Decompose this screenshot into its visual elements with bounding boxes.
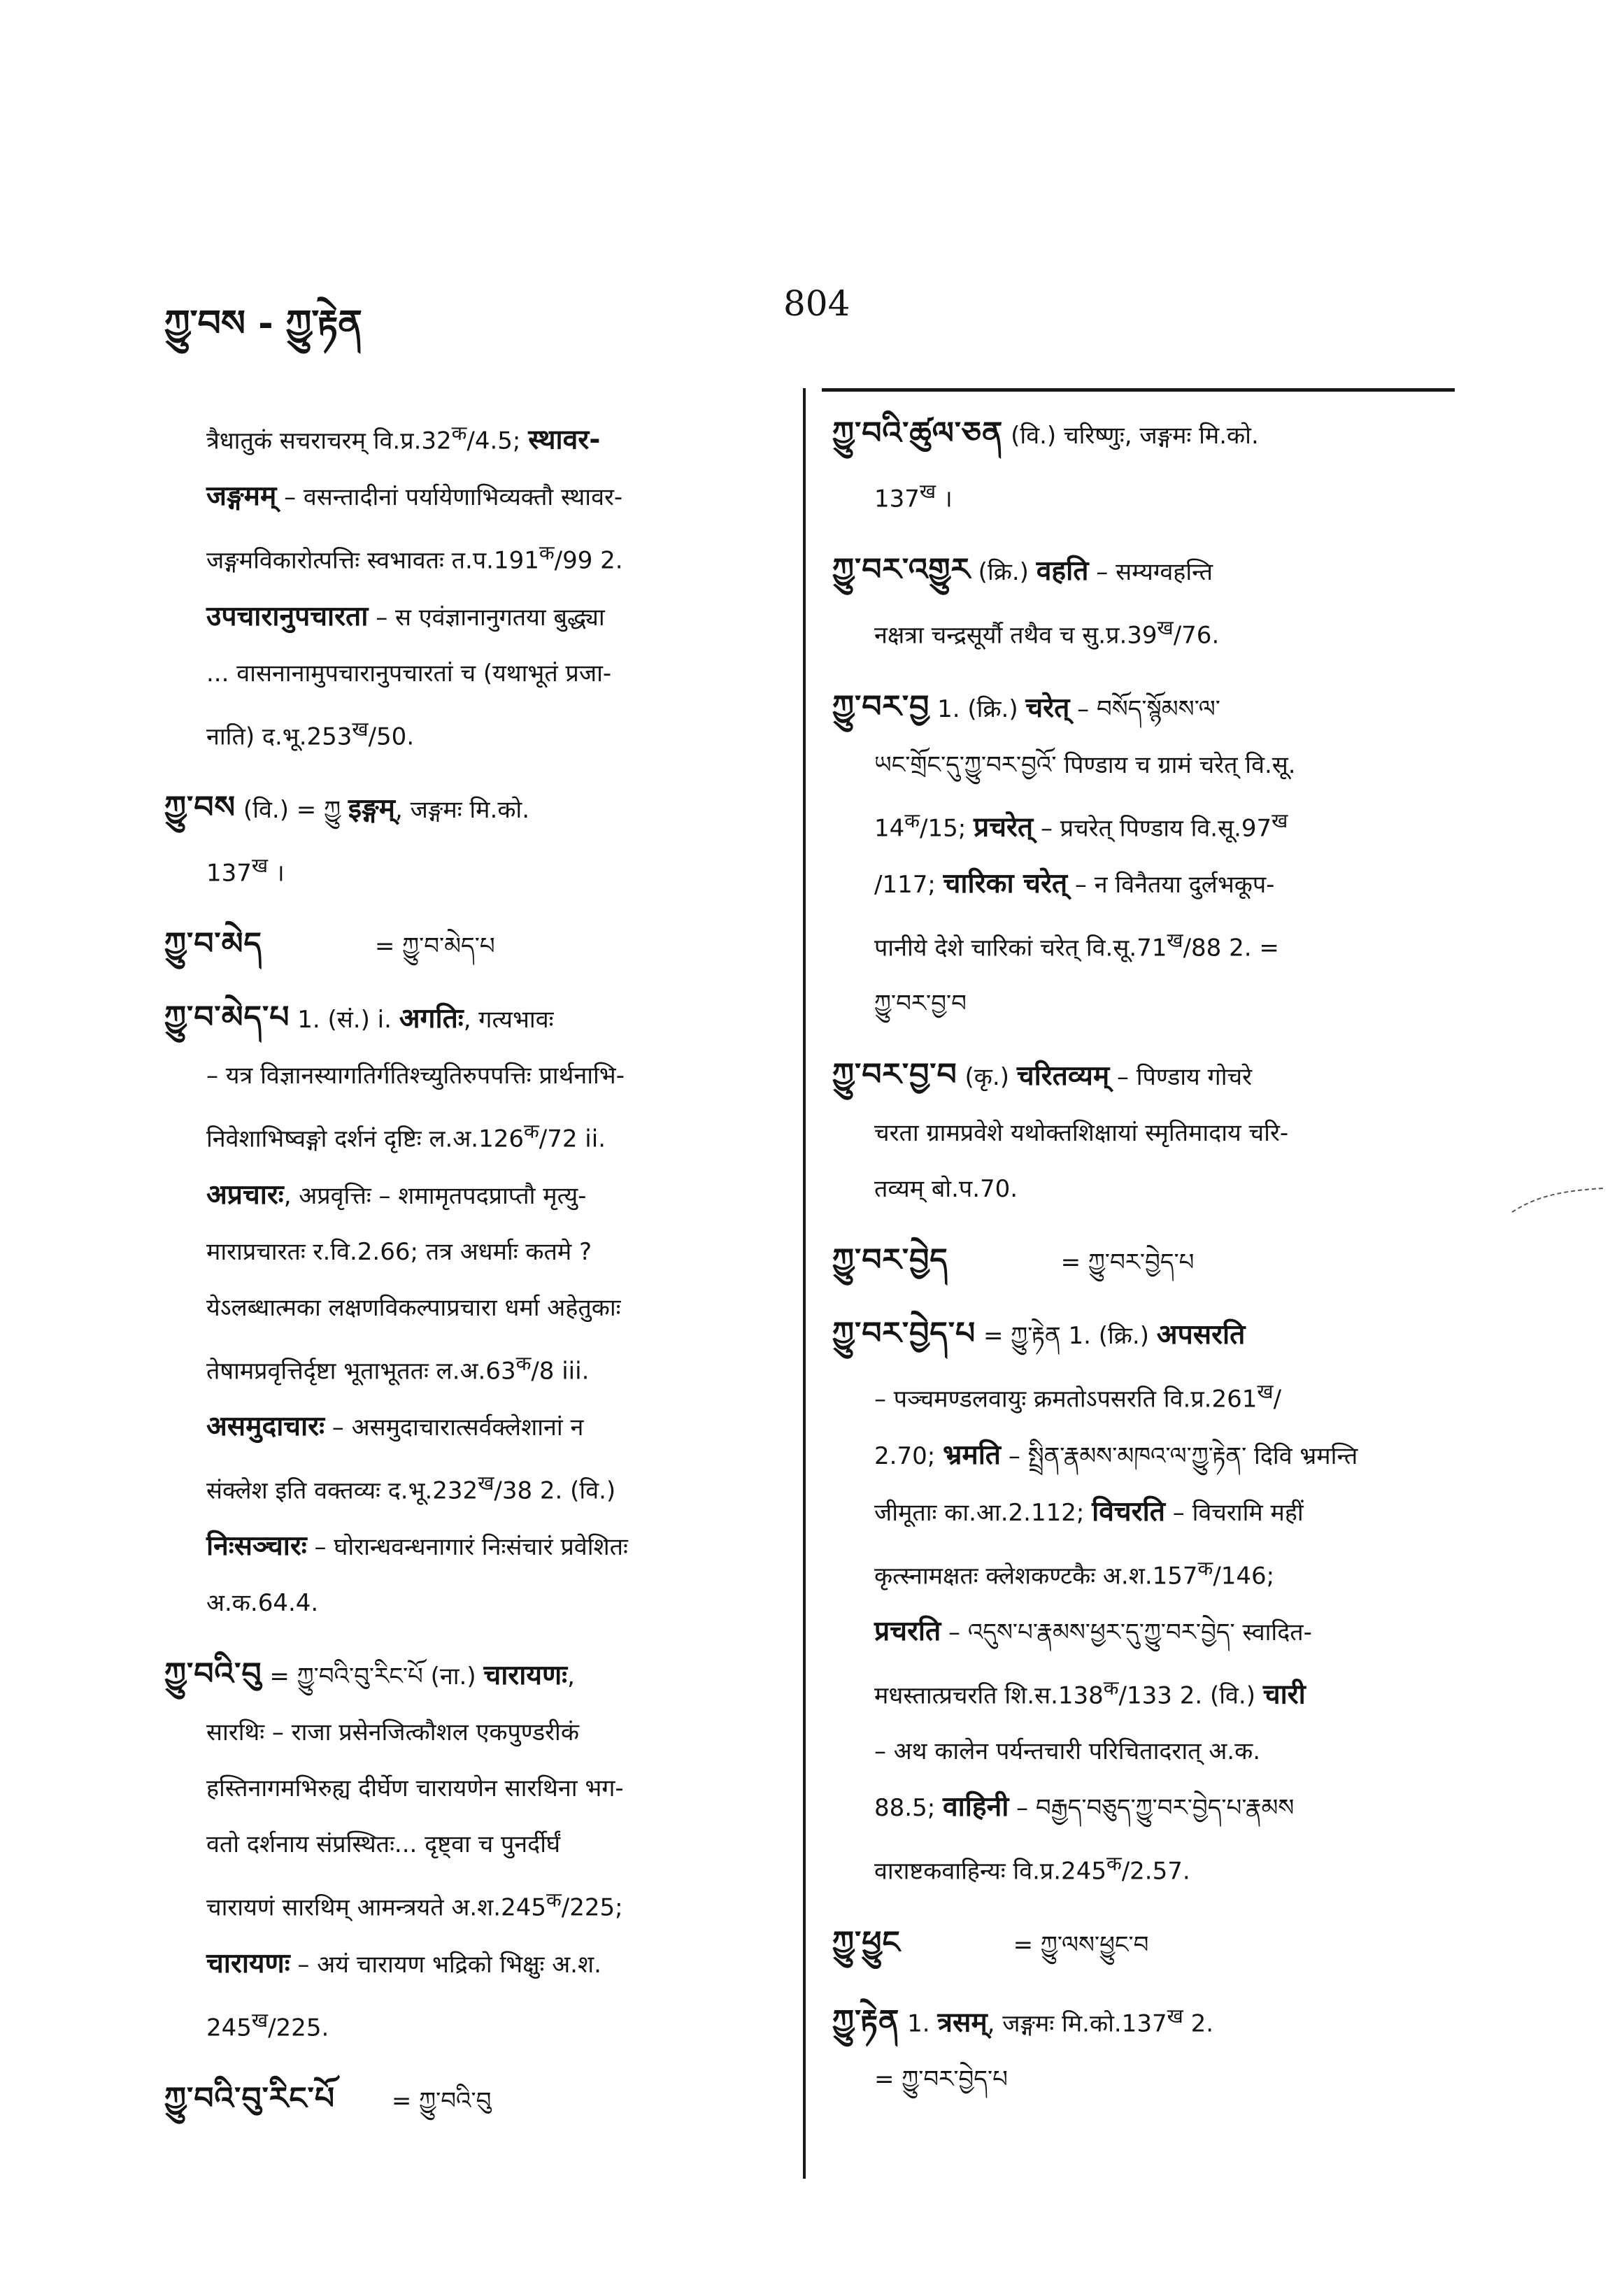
cross-reference: = ཀྱུ་བར་བྱེད་པ (1053, 1248, 1195, 1277)
entry-line (164, 525, 787, 588)
entry (832, 1047, 1448, 1217)
text: जङ्गमविकारोत्पत्तिः स्वभावतः त.प.191 (206, 546, 539, 575)
text: नक्षत्रा चन्द्रसूर्यौ तथैव च सु.प्र.39 (874, 621, 1158, 650)
text: , अप्रवृत्तिः – शमामृतपदप्राप्तौ मृत्यु- (283, 1181, 587, 1210)
text: /225. (268, 2013, 329, 2042)
folio-side: ख (1272, 809, 1288, 832)
cross-reference: = ཀྱུ་བ་མེད་པ (367, 932, 495, 961)
entry-line (832, 1915, 1448, 1973)
text: चरता ग्रामप्रवेशे यथोक्तशिक्षायां स्मृतिमादाय चरि- (874, 1119, 1289, 1148)
tibetan-headword: ཀྱུ་བར་འགྱུར (832, 552, 971, 588)
text: – བརྒྱད་བཅུད་ཀྱུ་བར་བྱེད་པ་རྣམས (1009, 1794, 1295, 1823)
text: /76. (1173, 621, 1220, 650)
entry-line (832, 1364, 1448, 1427)
text: 1. (899, 2009, 938, 2037)
running-head: ཀྱུ་བས - ཀྱུ་རྟེན (164, 303, 362, 345)
entry-line (164, 406, 787, 469)
text: वतो दर्शनाय संप्रस्थितः... दृष्ट्वा च पुनर्दीर्घं (206, 1830, 561, 1859)
text: – प्रचरेत् पिण्डाय वि.सू.97 (1033, 813, 1272, 842)
folio-side: क (904, 809, 920, 832)
text: 245 (206, 2013, 252, 2042)
text: अ.क.64.4. (206, 1589, 319, 1618)
folio-side: ख (919, 480, 936, 503)
gloss-term: अपसरति (1156, 1319, 1246, 1351)
entry-line (164, 990, 787, 1048)
text: (वि.) = ཀྱུ (236, 795, 348, 824)
text: – འདུས་པ་རྣམས་ཕྱར་དུ་ཀྱུ་བར་བྱེད་ स्वादित- (941, 1618, 1312, 1646)
entry-line (832, 1779, 1448, 1836)
gloss-term: चारायणः (483, 1660, 568, 1692)
gloss-term: इङ्गम् (348, 792, 395, 825)
gloss-term: अप्रचारः (206, 1179, 284, 1211)
tibetan-headword: ཀྱུ་ཕྱུང (832, 1924, 901, 1960)
entry (832, 1306, 1448, 1899)
folio-side: ख (1167, 2004, 1183, 2028)
tibetan-headword: ཀྱུ་བའི་བུ་རིང་པོ (164, 2080, 336, 2116)
entry-line (832, 600, 1448, 663)
text: 14 (874, 813, 905, 842)
cross-reference: ཀྱུ་བར་བྱ་བ (874, 990, 967, 1018)
tibetan-headword: ཀྱུ་བར་བྱེད (832, 1242, 948, 1279)
text: 137 (874, 485, 920, 513)
text: येऽलब्धात्मका लक्षणविकल्पाप्रचारा धर्मा अहेतुकाः (206, 1293, 621, 1322)
text: नाति) द.भू.253 (206, 722, 352, 750)
folio-side: क (1197, 1556, 1213, 1580)
folio-side: क (451, 422, 467, 445)
text: /88 2. = (1183, 934, 1279, 962)
text: वाराष्टकवाहिन्यः वि.प्र.245 (874, 1857, 1106, 1886)
entry-line (164, 1336, 787, 1399)
text: – सम्यग्वहन्ति (1088, 558, 1213, 587)
text: (क्रि.) (970, 558, 1037, 587)
text: ... वासनानामुपचारानुपचारतां च (यथाभूतं प्रजा- (206, 659, 612, 688)
entry-line (164, 1455, 787, 1518)
entry-line (164, 1224, 787, 1280)
entry-line (164, 1575, 787, 1631)
text: – पञ्चमण्डलवायुः क्रमतोऽपसरति वि.प्र.261 (874, 1385, 1258, 1414)
text: – पिण्डाय गोचरे (1109, 1063, 1252, 1092)
right-column (832, 406, 1448, 2123)
folio-side: ख (251, 853, 269, 877)
tibetan-headword: ཀྱུ་བའི་ཚུལ་ཅན (832, 415, 1004, 451)
text: – स एवंज्ञानानुगतया बुद्ध्या (368, 603, 605, 632)
folio-side: क (1103, 1676, 1119, 1700)
entry-line (832, 1161, 1448, 1217)
entry (832, 542, 1448, 663)
entry-line (164, 1167, 787, 1224)
text: /99 2. (554, 546, 623, 575)
entry-line (164, 1399, 787, 1455)
text: / (1273, 1385, 1282, 1414)
entry-line (164, 2071, 787, 2129)
gloss-term: त्रसम् (937, 2006, 988, 2038)
text: तव्यम् बो.प.70. (874, 1175, 1018, 1204)
text: – न विनैतया दुर्लभकूप- (1067, 870, 1275, 899)
text: – བསོད་སྙོམས་ལ་ (1069, 695, 1220, 723)
entry (164, 2071, 787, 2129)
text: पानीये देशे चारिकां चरेत् वि.सू.71 (874, 934, 1167, 962)
text: /15; (920, 813, 974, 842)
entry-line (832, 1047, 1448, 1105)
tibetan-headword: ཀྱུ་བས (164, 789, 236, 825)
entry-line (832, 2051, 1448, 2107)
folio-side: ख (1167, 928, 1183, 952)
text: , जङ्गमः मि.को. (395, 795, 530, 824)
entry-line (164, 1280, 787, 1336)
left-column (164, 406, 787, 2144)
text: 1. (क्रि.) (929, 695, 1026, 723)
entry (832, 406, 1448, 527)
folio-side: ख (1157, 616, 1174, 640)
tibetan-headword: ཀྱུ་བའི་བུ (164, 1656, 262, 1693)
entry-line (832, 542, 1448, 600)
text: 1. (सं.) i. (290, 1006, 399, 1034)
folio-side: ख (1257, 1380, 1274, 1404)
entry-line (832, 976, 1448, 1032)
text: हस्तिनागमभिरुह्य दीर्घेण चारायणेन सारथिना भग- (206, 1774, 624, 1803)
entry-line (164, 916, 787, 974)
text: – विचरामि महीं (1164, 1498, 1304, 1527)
text: /50. (368, 722, 415, 750)
entry-line (164, 780, 787, 838)
entry-line (832, 1836, 1448, 1899)
gloss-term: चरितव्यम् (1016, 1060, 1110, 1092)
gloss-term: वहति (1036, 555, 1089, 588)
tibetan-headword: ཀྱུ་བར་བྱེད་པ (832, 1316, 976, 1352)
text: चारायणं सारथिम् आमन्त्रयते अ.श.245 (206, 1893, 546, 1922)
text: 88.5; (874, 1794, 943, 1823)
text: माराप्रचारतः र.वि.2.66; तत्र अधर्माः कतमे ? (206, 1237, 592, 1266)
text: 2. (1183, 2009, 1214, 2037)
text: (वि.) चरिष्णुः, जङ्गमः मि.को. (1003, 422, 1259, 450)
entry (832, 1915, 1448, 1973)
gloss-term: वाहिनी (942, 1791, 1009, 1823)
entry-line (164, 646, 787, 702)
entry-line (832, 1541, 1448, 1604)
entry-line (832, 1306, 1448, 1364)
text: – असमुदाचारात्सर्वक्लेशानां न (325, 1413, 584, 1442)
folio-side: ख (352, 717, 369, 741)
entry-line (832, 1232, 1448, 1290)
tibetan-headword: ཀྱུ་རྟེན (832, 2002, 900, 2039)
gloss-term: भ्रमति (942, 1439, 1002, 1471)
entry (832, 1232, 1448, 1290)
entry-line (164, 1816, 787, 1872)
entry-line (832, 1105, 1448, 1161)
text: 137 (206, 859, 252, 888)
entry-line (164, 1936, 787, 1993)
text: – अथ कालेन पर्यन्तचारी परिचितादरात् अ.क. (874, 1737, 1261, 1766)
entry-line (832, 464, 1448, 527)
entry-line (832, 913, 1448, 976)
gloss-term: अगतिः (399, 1003, 464, 1035)
folio-side: ख (251, 2008, 269, 2032)
text: /225; (561, 1893, 623, 1922)
text: /38 2. (वि.) (494, 1476, 616, 1505)
entry-line (164, 469, 787, 525)
entry-line (832, 856, 1448, 913)
entry (164, 406, 787, 764)
entry-line (832, 1723, 1448, 1779)
folio-side: क (539, 541, 555, 565)
text: /72 ii. (539, 1125, 606, 1153)
entry-line (832, 1988, 1448, 2051)
gloss-term: जङ्गमम् (206, 481, 277, 513)
text: । (268, 859, 285, 888)
text: – यत्र विज्ञानस्यागतिर्गतिश्च्युतिरुपपत्तिः प्रार्थनाभि- (206, 1062, 625, 1090)
entry-line (832, 679, 1448, 737)
entry-line (164, 589, 787, 646)
text: /133 2. (वि.) (1118, 1681, 1263, 1710)
text: – སྤྲིན་རྣམས་མཁའ་ལ་ཀྱུ་རྟེན་ दिवि भ्रमन्ति (1001, 1442, 1358, 1470)
entry-line (164, 1518, 787, 1575)
entry-line (164, 1872, 787, 1935)
text: – घोरान्धवन्धनागारं निःसंचारं प्रवेशितः (306, 1533, 628, 1562)
tibetan-headword: ཀྱུ་བ་མེད་པ (164, 999, 290, 1036)
folio-side: क (515, 1351, 532, 1375)
entry (164, 1646, 787, 2056)
text: जीमूताः का.आ.2.112; (874, 1498, 1092, 1527)
cross-reference: = ཀྱུ་ལས་ཕྱུང་བ (1005, 1930, 1149, 1959)
text: /8 iii. (531, 1356, 590, 1385)
text: = ཀྱུ་རྟེན 1. (क्रि.) (976, 1322, 1157, 1351)
entry-line (164, 1760, 787, 1816)
entry-line (164, 1048, 787, 1104)
text: /146; (1213, 1561, 1275, 1590)
gloss-term: विचरति (1092, 1495, 1165, 1528)
folio-side: क (524, 1120, 539, 1144)
gloss-term: उपचारानुपचारता (206, 600, 369, 632)
text: कृत्स्नामक्षतः क्लेशकण्टकैः अ.श.157 (874, 1561, 1198, 1590)
entry-line (164, 1646, 787, 1704)
text: , (567, 1663, 575, 1691)
gloss-term: प्रचरति (874, 1615, 941, 1647)
gloss-term: चारिका चरेत् (943, 867, 1068, 899)
entry (164, 916, 787, 974)
entry-line (164, 1104, 787, 1167)
entry (832, 679, 1448, 1032)
folio-side: क (1106, 1852, 1122, 1876)
cross-reference: = ཀྱུ་བར་བྱེད་པ (874, 2065, 1008, 2093)
text: निवेशाभिष्वङ्गो दर्शनं दृष्टिः ल.अ.126 (206, 1125, 525, 1153)
tibetan-headword: ཀྱུ་བ་མེད (164, 926, 263, 962)
gloss-term: स्थावर- (528, 424, 601, 456)
text: । (936, 485, 953, 513)
gloss-term: चारायणः (206, 1947, 290, 1979)
entry-line (164, 1993, 787, 2056)
gloss-term: चारी (1262, 1679, 1306, 1711)
entry-line (832, 1484, 1448, 1541)
text: सारथिः – राजा प्रसेनजित्कौशल एकपुण्डरीकं (206, 1718, 579, 1747)
text: /2.57. (1121, 1857, 1190, 1886)
text: – अयं चारायण भद्रिको भिक्षुः अ.श. (290, 1950, 601, 1979)
gloss-term: निःसञ्चारः (206, 1530, 307, 1563)
text: मधस्तात्प्रचरति शि.स.138 (874, 1681, 1104, 1710)
entry (164, 780, 787, 901)
page-number: 804 (783, 283, 850, 324)
entry (832, 1988, 1448, 2107)
column-rule (803, 388, 806, 2179)
entry-line (832, 1428, 1448, 1484)
gloss-term: चरेत् (1025, 692, 1070, 724)
margin-scribble (1511, 1186, 1605, 1213)
entry-line (164, 1704, 787, 1760)
text: , जङ्गमः मि.को.137 (987, 2009, 1167, 2037)
top-rule (822, 388, 1455, 392)
entry-line (832, 793, 1448, 856)
text: तेषामप्रवृत्तिर्दृष्टा भूताभूततः ल.अ.63 (206, 1356, 516, 1385)
tibetan-headword: ཀྱུ་བར་བྱ (832, 688, 930, 725)
entry-line (832, 1604, 1448, 1660)
entry-line (832, 406, 1448, 464)
entry (164, 990, 787, 1631)
text: त्रैधातुकं सचराचरम् वि.प्र.32 (206, 427, 452, 455)
tibetan-headword: ཀྱུ་བར་བྱ་བ (832, 1057, 957, 1093)
text: 2.70; (874, 1442, 943, 1470)
text: – वसन्तादीनां पर्यायेणाभिव्यक्तौ स्थावर- (276, 483, 623, 512)
text: संक्लेश इति वक्तव्यः द.भू.232 (206, 1476, 478, 1505)
entry-line (164, 838, 787, 901)
entry-line (832, 737, 1448, 793)
cross-reference: = ཀྱུ་བའི་བུ (384, 2086, 492, 2115)
text: /4.5; (466, 427, 529, 455)
text: ཡང་གྲོང་དུ་ཀྱུ་བར་བྱའོ་ पिण्डाय च ग्रामं चरेत् वि.सू. (874, 750, 1296, 779)
gloss-term: प्रचरेत् (974, 811, 1034, 843)
text: = ཀྱུ་བའི་བུ་རིང་པོ (ना.) (262, 1663, 484, 1691)
gloss-term: असमुदाचारः (206, 1410, 325, 1442)
entry-line (832, 1660, 1448, 1723)
entry-line (164, 702, 787, 764)
folio-side: ख (478, 1471, 494, 1495)
folio-side: क (546, 1888, 562, 1912)
text: (कृ.) (957, 1063, 1017, 1092)
text: /117; (874, 870, 943, 899)
text: , गत्यभावः (463, 1006, 554, 1034)
